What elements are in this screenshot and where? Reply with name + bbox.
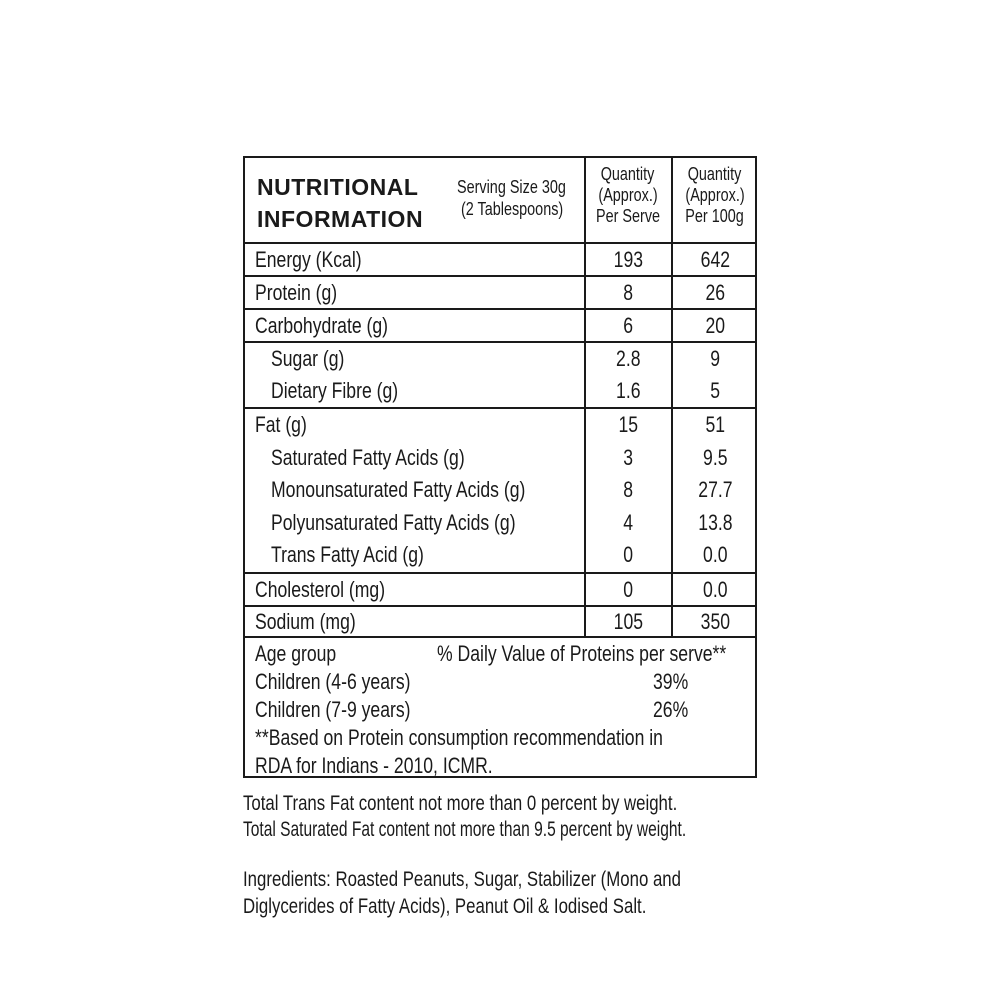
table-row: Trans Fatty Acid (g) 0 0.0 (271, 542, 728, 567)
saturated-fat-statement: Total Saturated Fat content not more than 9.5 percent by weight. (243, 818, 687, 841)
table-row: Polyunsaturated Fatty Acids (g) 4 13.8 (271, 510, 733, 535)
footnote: RDA for Indians - 2010, ICMR. (255, 753, 493, 778)
daily-value-section (255, 640, 749, 780)
table-title: INFORMATION (257, 206, 424, 232)
table-row: Protein (g) 8 26 (255, 280, 725, 305)
ingredients-line: Diglycerides of Fatty Acids), Peanut Oil & Iodised Salt. (243, 895, 647, 918)
list-item: Children (4-6 years) 39% (255, 669, 689, 694)
table-row: Fat (g) 15 51 (255, 412, 725, 437)
ingredients-line: Ingredients: Roasted Peanuts, Sugar, Stabilizer (Mono and (243, 868, 681, 891)
table-row: Monounsaturated Fatty Acids (g) 8 27.7 (271, 477, 733, 502)
daily-value-header: Age group % Daily Value of Proteins per serve** (255, 641, 727, 666)
table-row: Sodium (mg) 105 350 (255, 609, 730, 634)
footnote: **Based on Protein consumption recommendation in (255, 725, 663, 750)
table-row: Sugar (g) 2.8 9 (271, 346, 720, 371)
list-item: Children (7-9 years) 26% (255, 697, 689, 722)
table-title: NUTRITIONAL (257, 174, 419, 200)
table-row: Carbohydrate (g) 6 20 (255, 313, 725, 338)
table-row: Dietary Fibre (g) 1.6 5 (271, 378, 720, 403)
table-row: Cholesterol (mg) 0 0.0 (255, 577, 728, 602)
table-row: Energy (Kcal) 193 642 (255, 247, 730, 272)
serving-size: Serving Size 30g (2 Tablespoons) (457, 177, 566, 219)
trans-fat-statement: Total Trans Fat content not more than 0 percent by weight. (243, 792, 678, 815)
column-header-per-100g: Quantity (Approx.) Per 100g (685, 164, 745, 226)
nutrition-table (243, 156, 757, 778)
table-row: Saturated Fatty Acids (g) 3 9.5 (271, 445, 728, 470)
column-header-per-serve: Quantity (Approx.) Per Serve (595, 164, 661, 226)
